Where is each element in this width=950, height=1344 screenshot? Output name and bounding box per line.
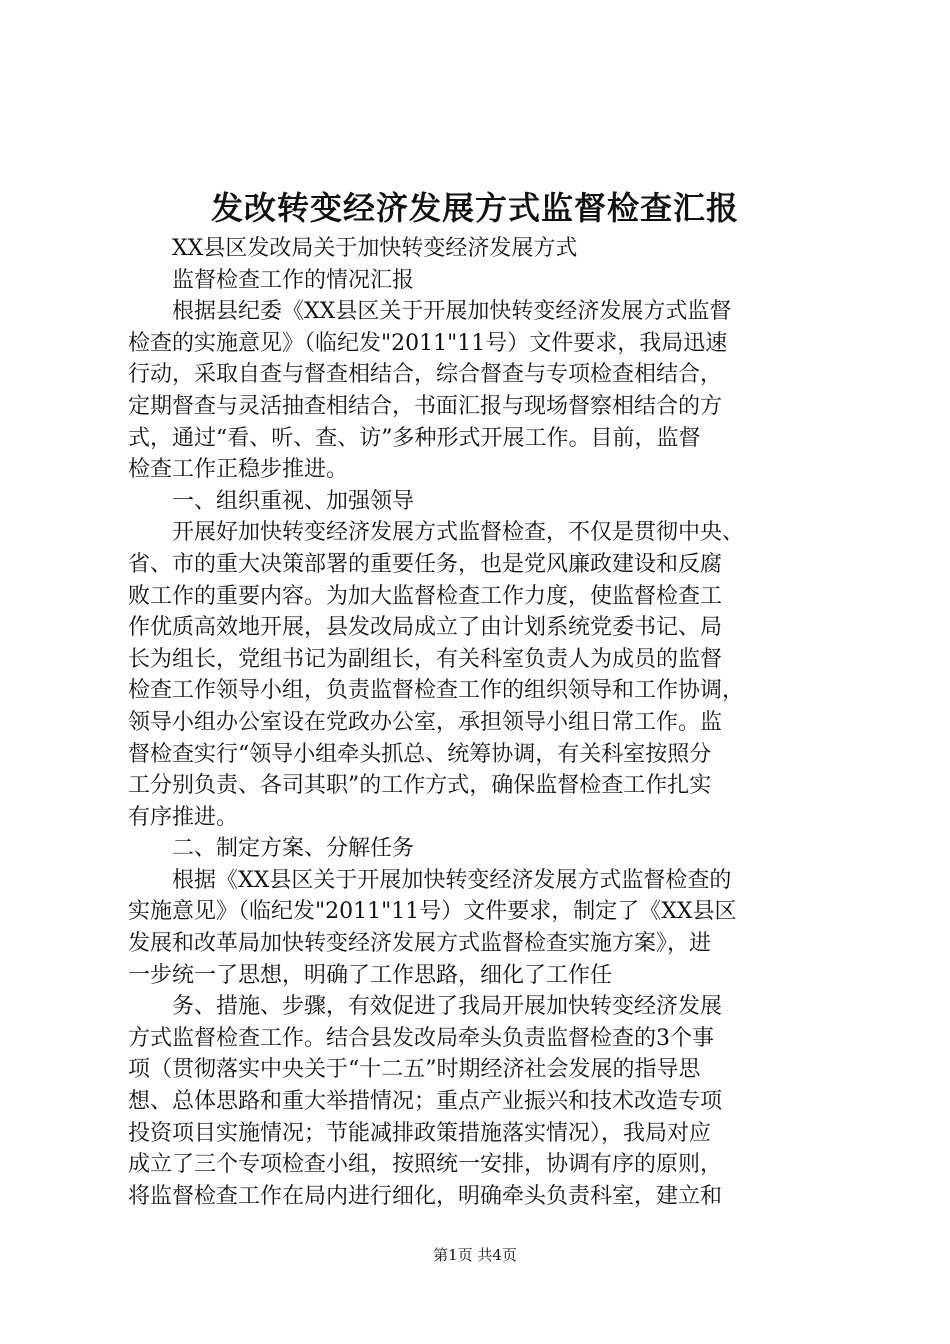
text-line: 作优质高效地开展，县发改局成立了由计划系统党委书记、局 — [128, 615, 723, 641]
text-line: 长为组长，党组书记为副组长，有关科室负责人为成员的监督 — [128, 646, 723, 672]
document-body — [128, 233, 828, 1212]
text-line: 投资项目实施情况；节能减排政策措施落实情况），我局对应 — [128, 1120, 712, 1146]
page-number: 第1页 共4页 — [433, 1246, 517, 1264]
text-line: 领导小组办公室设在党政办公室，承担领导小组日常工作。监 — [128, 709, 723, 735]
text-line: 想、总体思路和重大举措情况；重点产业振兴和技术改造专项 — [128, 1089, 723, 1115]
text-line: 实施意见》（临纪发"2011"11号）文件要求，制定了《XX县区 — [128, 899, 737, 925]
text-line: 败工作的重要内容。为加大监督检查工作力度，使监督检查工 — [128, 583, 723, 609]
text-line: 督检查实行“领导小组牵头抓总、统筹协调，有关科室按照分 — [128, 741, 712, 767]
text-line: 行动，采取自查与督查相结合，综合督查与专项检查相结合， — [128, 362, 723, 388]
text-line: 工分别负责、各司其职”的工作方式，确保监督检查工作扎实 — [128, 773, 712, 799]
text-line: 式，通过“看、听、查、访”多种形式开展工作。目前，监督 — [128, 425, 701, 451]
text-line: 根据《XX县区关于开展加快转变经济发展方式监督检查的 — [128, 867, 732, 893]
text-line: 有序推进。 — [128, 804, 239, 830]
text-line: 检查的实施意见》（临纪发"2011"11号）文件要求，我局迅速 — [128, 330, 728, 356]
text-line: 将监督检查工作在局内进行细化，明确牵头负责科室，建立和 — [128, 1183, 723, 1209]
text-line: 检查工作领导小组，负责监督检查工作的组织领导和工作协调， — [128, 678, 745, 704]
text-line: 成立了三个专项检查小组，按照统一安排，协调有序的原则， — [128, 1152, 723, 1178]
section-heading: 二、制定方案、分解任务 — [128, 836, 415, 862]
text-line: 根据县纪委《XX县区关于开展加快转变经济发展方式监督 — [128, 299, 732, 325]
section-heading: 一、组织重视、加强领导 — [128, 488, 415, 514]
text-line: 务、措施、步骤，有效促进了我局开展加快转变经济发展 — [128, 994, 723, 1020]
text-line: XX县区发改局关于加快转变经济发展方式 — [128, 236, 578, 261]
text-line: 方式监督检查工作。结合县发改局牵头负责监督检查的3个事 — [128, 1025, 714, 1051]
text-line: 定期督查与灵活抽查相结合，书面汇报与现场督察相结合的方 — [128, 393, 723, 419]
text-line: 一步统一了思想，明确了工作思路，细化了工作任 — [128, 962, 613, 988]
text-line: 发展和改革局加快转变经济发展方式监督检查实施方案》，进 — [128, 931, 712, 957]
text-line: 监督检查工作的情况汇报 — [128, 267, 415, 293]
document-title: 发改转变经济发展方式监督检查汇报 — [210, 189, 739, 227]
text-line: 省、市的重大决策部署的重要任务，也是党风廉政建设和反腐 — [128, 551, 723, 577]
text-line: 项（贯彻落实中央关于“十二五”时期经济社会发展的指导思 — [128, 1057, 701, 1083]
text-line: 检查工作正稳步推进。 — [128, 457, 349, 483]
text-line: 开展好加快转变经济发展方式监督检查，不仅是贯彻中央、 — [128, 520, 745, 546]
